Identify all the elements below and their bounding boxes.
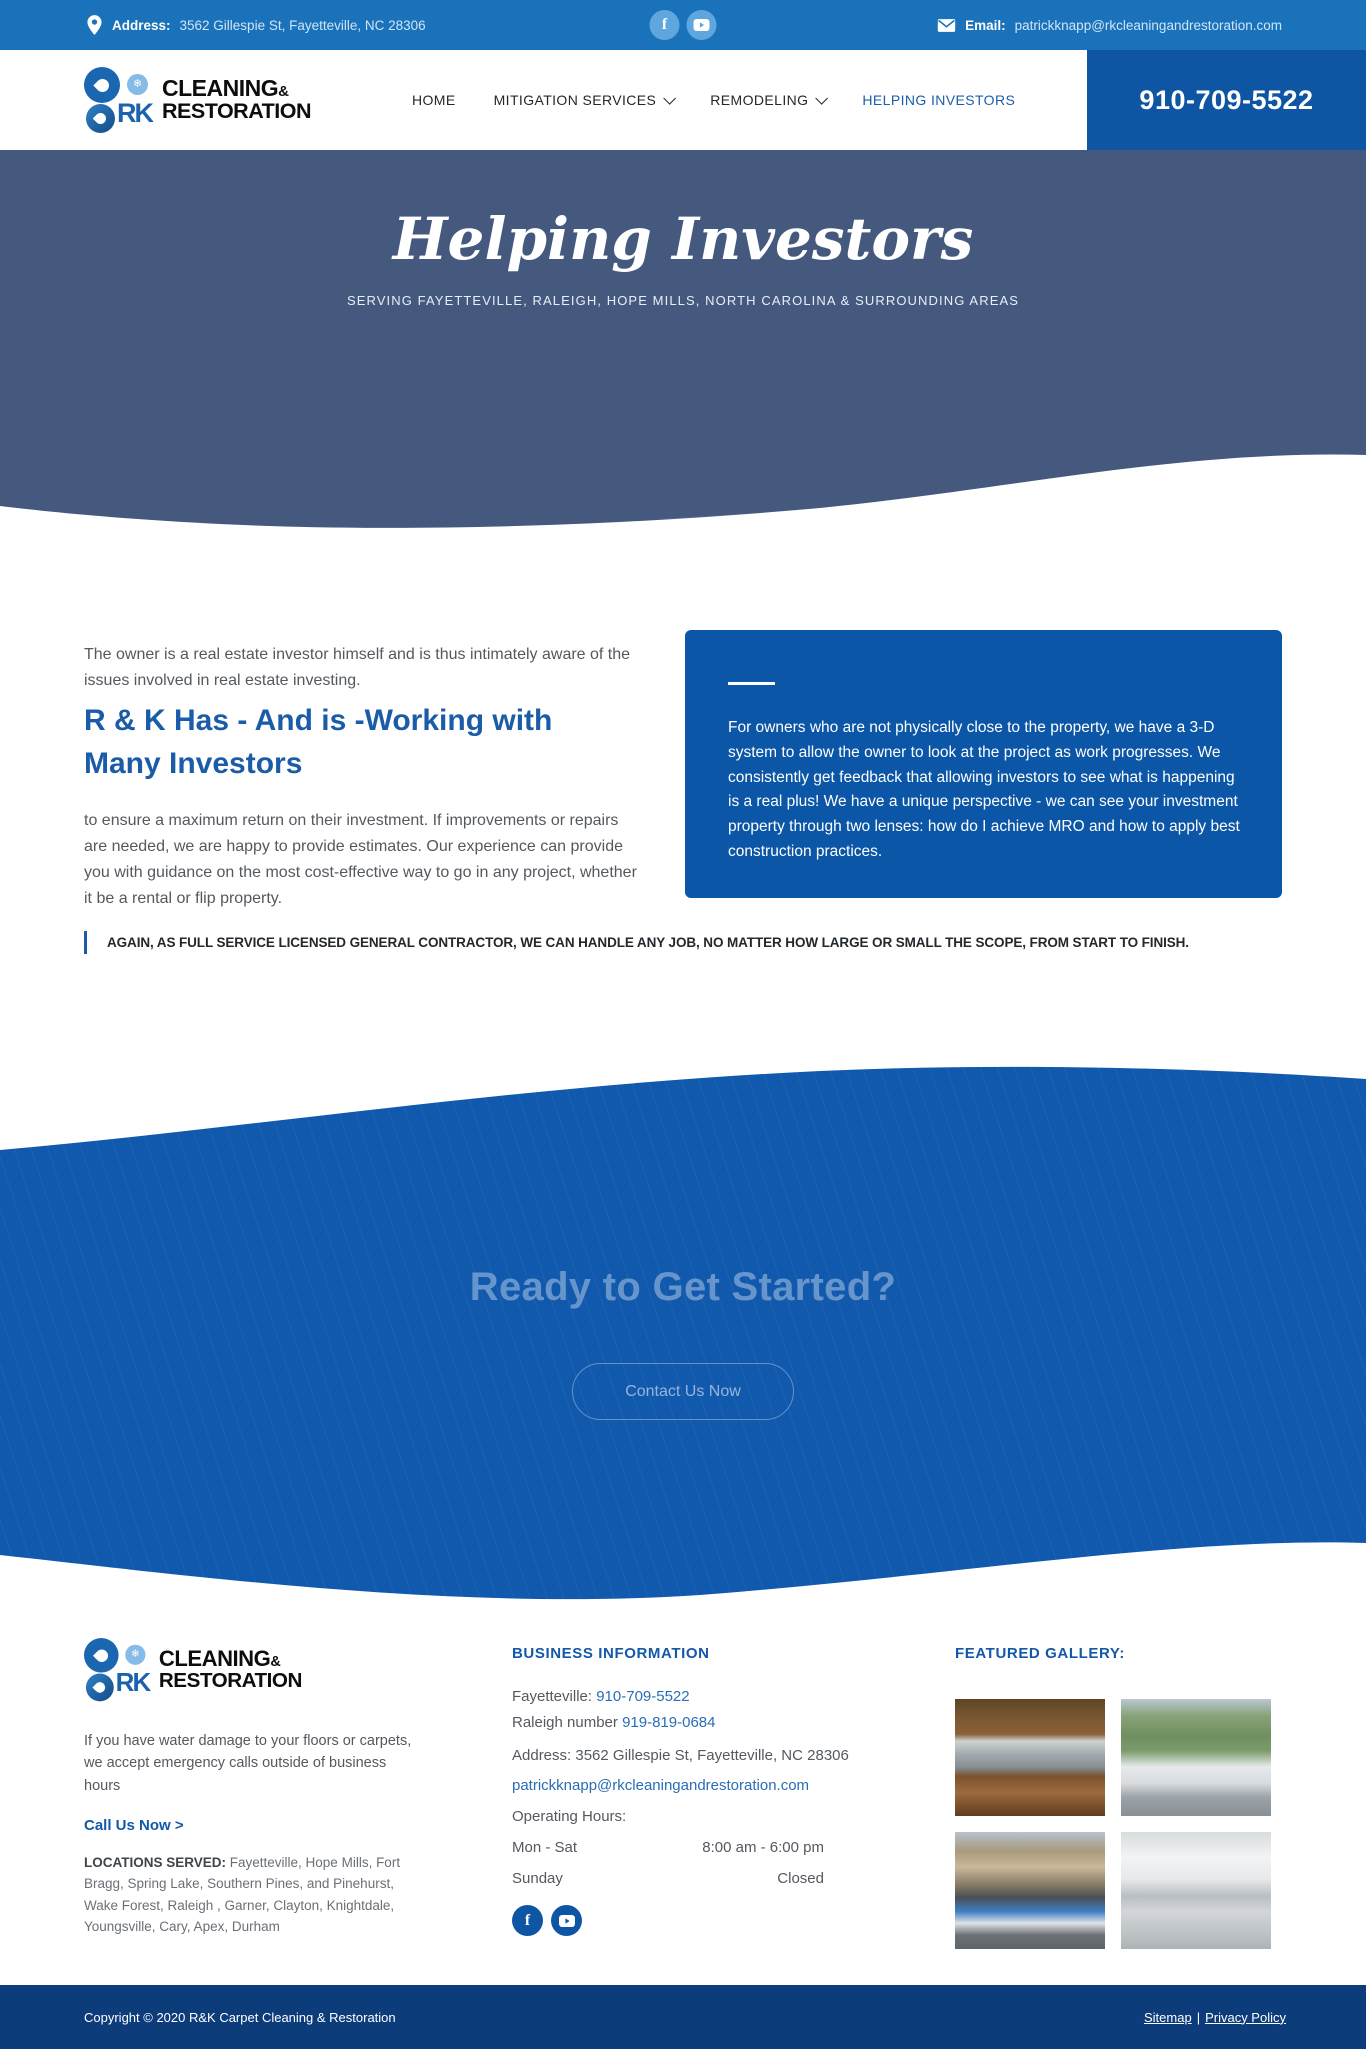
topbar-email[interactable]	[937, 0, 1282, 50]
cta-title: Ready to Get Started?	[469, 1265, 897, 1309]
topbar-social	[650, 10, 717, 40]
logo-monogram: RK	[117, 98, 152, 128]
copyright: Copyright © 2020 R&K Carpet Cleaning & Restoration	[84, 2009, 396, 2025]
topbar	[0, 0, 1366, 50]
logo-mark-icon	[84, 67, 150, 133]
flame-icon	[86, 1674, 114, 1702]
quote-dash-decoration	[728, 682, 775, 685]
nav-remodeling[interactable]: REMODELING	[710, 92, 824, 108]
water-drop-icon	[84, 67, 120, 103]
cta-section	[0, 1055, 1366, 1615]
header-phone[interactable]: 910-709-5522	[1087, 50, 1366, 150]
footer-email-link[interactable]: patrickknapp@rkcleaningandrestoration.com	[512, 1777, 810, 1794]
featured-gallery	[955, 1645, 1275, 1949]
quote-box	[685, 630, 1282, 898]
call-us-now-link[interactable]: Call Us Now >	[84, 1817, 184, 1834]
nav-home[interactable]: HOME	[412, 92, 456, 108]
footer-logo-mark-icon	[84, 1638, 150, 1701]
hours-row: Mon - Sat 8:00 am - 6:00 pm	[512, 1839, 824, 1856]
contact-us-button[interactable]: Contact Us Now	[572, 1363, 794, 1420]
footer-blurb: If you have water damage to your floors or carpets, we accept emergency calls outside of business hours	[84, 1733, 412, 1794]
quote-text: For owners who are not physically close to the property, we have a 3-D system to allow the owner to look at the project as work progresses. We consistently get feedback that allowing investors to see what is happening is a real plus! We have a unique perspective - we can see your investment property through two lenses: how do I achieve MRO and how to apply best construction practices.	[728, 719, 1240, 860]
link-divider: |	[1196, 2009, 1201, 2025]
address-value: 3562 Gillespie St, Fayetteville, NC 28306	[179, 17, 426, 33]
sitemap-link[interactable]: Sitemap	[1143, 2009, 1192, 2025]
gallery-image-white-kitchen-cabinets[interactable]	[1121, 1832, 1271, 1949]
raleigh-phone-link[interactable]: 919-819-0684	[622, 1713, 716, 1731]
locations-label: LOCATIONS SERVED:	[84, 1855, 227, 1870]
gallery-heading: FEATURED GALLERY:	[955, 1645, 1125, 1662]
footer-address: Address: 3562 Gillespie St, Fayetteville, NC 28306	[512, 1747, 849, 1764]
business-info-heading: BUSINESS INFORMATION	[512, 1645, 710, 1662]
snowflake-icon: ❄	[125, 1645, 145, 1665]
footer-social	[512, 1905, 824, 1936]
envelope-icon	[937, 18, 956, 33]
snowflake-icon: ❄	[127, 74, 148, 95]
youtube-icon[interactable]	[687, 10, 717, 40]
location-pin-icon	[86, 14, 103, 36]
page-title: Helping Investors	[392, 205, 974, 273]
intro-paragraph: The owner is a real estate investor himself and is thus intimately aware of the issues involved in real estate investing.	[84, 646, 631, 689]
chevron-down-icon	[816, 92, 829, 105]
email-value: patrickknapp@rkcleaningandrestoration.com	[1014, 17, 1282, 33]
flame-icon	[86, 104, 115, 133]
gallery-image-jared-storefront-with-wrapped-truck[interactable]	[955, 1832, 1105, 1949]
chevron-down-icon	[664, 92, 677, 105]
logo[interactable]	[84, 67, 311, 133]
footer-logo-text: CLEANING& RESTORATION	[158, 1645, 302, 1692]
bottombar	[0, 1985, 1366, 2049]
email-label: Email:	[965, 17, 1006, 33]
facebook-icon[interactable]: f	[650, 10, 680, 40]
body-paragraph: to ensure a maximum return on their investment. If improvements or repairs are needed, we are happy to provide estimates. Our experience can provide you with guidance on the most cost-effective way to go in any project, whether it be a rental or flip property.	[84, 812, 637, 907]
contractor-banner: AGAIN, AS FULL SERVICE LICENSED GENERAL CONTRACTOR, WE CAN HANDLE ANY JOB, NO MATTER HOW LARGE OR SMALL THE SCOPE, FROM START TO FINISH.	[84, 931, 1282, 954]
water-drop-icon	[84, 1638, 119, 1673]
hours-row: Sunday Closed	[512, 1870, 824, 1887]
nav-helping-investors[interactable]: HELPING INVESTORS	[862, 92, 1016, 108]
gallery-grid	[955, 1699, 1275, 1949]
phone-lines: Fayetteville: 910-709-5522 Raleigh number 919-819-0684	[512, 1688, 716, 1731]
footer-logo[interactable]	[84, 1638, 302, 1701]
nav-mitigation-services[interactable]: MITIGATION SERVICES	[494, 92, 673, 108]
gallery-image-white-service-truck[interactable]	[1121, 1699, 1271, 1816]
section-heading: R & K Has - And is -Working with Many Investors	[84, 704, 553, 780]
footer-logo-monogram: RK	[115, 1667, 150, 1697]
facebook-icon[interactable]: f	[512, 1905, 543, 1936]
gallery-image-kitchen-granite-countertops[interactable]	[955, 1699, 1105, 1816]
main-nav	[412, 50, 1015, 150]
address-label: Address:	[112, 17, 171, 33]
youtube-icon[interactable]	[551, 1905, 582, 1936]
header	[0, 50, 1366, 150]
locations-value: Fayetteville, Hope Mills, Fort Bragg, Spring Lake, Southern Pines, and Pinehurst, Wake Forest, Raleigh , Garner, Clayton, Knightdale, Youngsville, Cary, Apex, Durham	[84, 1855, 401, 1934]
logo-text: CLEANING& RESTORATION	[162, 75, 311, 123]
hero-section	[0, 150, 1366, 650]
page-subtitle: SERVING FAYETTEVILLE, RALEIGH, HOPE MILLS, NORTH CAROLINA & SURROUNDING AREAS	[346, 293, 1020, 308]
operating-hours-label: Operating Hours:	[512, 1808, 627, 1825]
bottombar-links	[1144, 1985, 1286, 2049]
fayetteville-phone-link[interactable]: 910-709-5522	[596, 1688, 690, 1705]
locations-served	[84, 1852, 419, 1937]
cta-wave-background	[0, 1055, 1366, 1615]
business-information	[512, 1645, 849, 1936]
privacy-policy-link[interactable]: Privacy Policy	[1205, 2009, 1286, 2025]
topbar-address	[86, 0, 426, 50]
